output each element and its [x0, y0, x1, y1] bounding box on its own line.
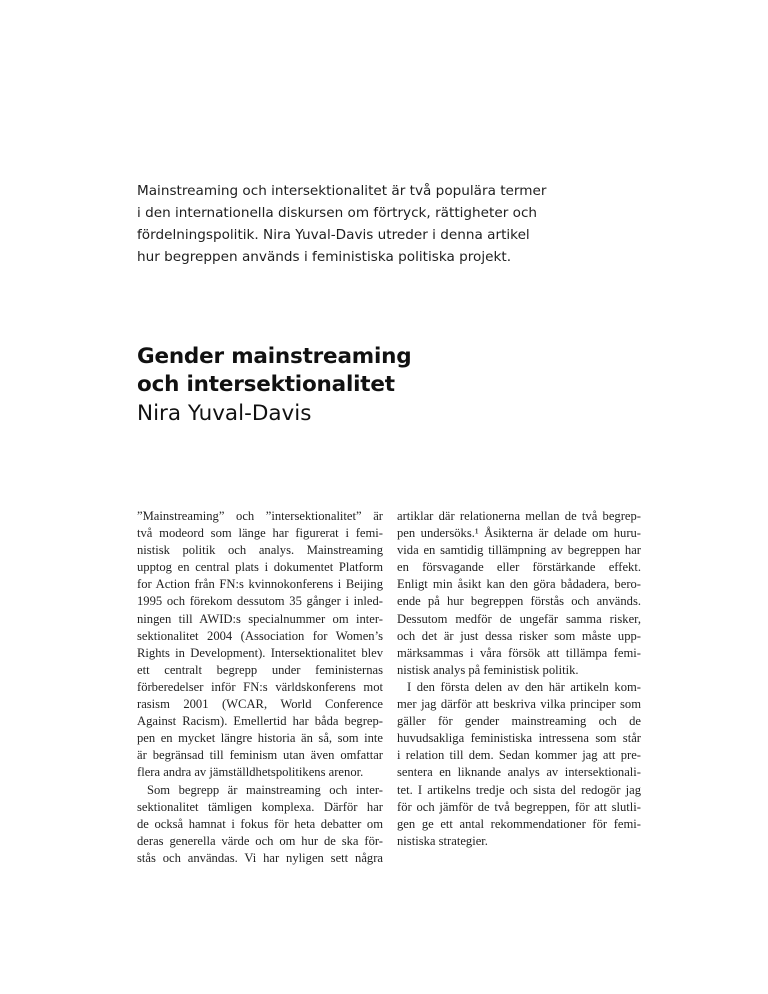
body-line: mer jag därför att beskriva vilka principer som: [397, 697, 641, 712]
body-line: sektionalitet 2004 (Association for Women’s: [137, 628, 383, 643]
lead-line: fördelningspolitik. Nira Yuval-Davis utreder i denna artikel: [137, 227, 530, 243]
body-line: två modeord som länge har figurerat i femi-: [137, 526, 383, 541]
body-line: gen ge ett antal rekommendationer för femi-: [397, 816, 641, 831]
body-line: nistisk politik och analys. Mainstreaming: [137, 543, 383, 558]
body-line: de också hamnat i fokus för heta debatter om: [137, 816, 383, 831]
body-line: är begränsad till feminism utan även omfattar: [137, 748, 383, 763]
body-line: Rights in Development). Intersektionalitet blev: [137, 645, 383, 660]
body-line: vida en samtidig tillämpning av begreppen har: [397, 543, 641, 558]
body-line: huvudsakliga feministiska intressena som står: [397, 731, 641, 746]
article-author: Nira Yuval-Davis: [137, 401, 312, 426]
body-line: för och jämför de två begreppen, för att slutli-: [397, 799, 641, 814]
lead-line: hur begreppen används i feministiska politiska projekt.: [137, 249, 512, 265]
body-line: nistiska strategier.: [397, 833, 488, 848]
body-line: pen en mycket längre historia än så, som inte: [137, 731, 383, 746]
body-line: deras generella värde och om hur de ska för-: [137, 833, 383, 848]
body-line: sentera en liknande analys av intersektionali-: [397, 765, 641, 780]
article-title-line: Gender mainstreaming: [137, 344, 412, 369]
body-line: Against Racism). Emellertid har båda begrep-: [137, 714, 383, 729]
body-line: Som begrepp är mainstreaming och inter-: [147, 782, 383, 797]
body-line: märksammas i våra försök att tillämpa femi-: [397, 645, 641, 660]
body-line: I den första delen av den här artikeln kom-: [407, 679, 641, 694]
body-line: ”Mainstreaming” och ”intersektionalitet” är: [137, 509, 383, 523]
body-line: upptog en central plats i dokumentet Platform: [137, 560, 383, 575]
body-line: ende på hur begreppen förstås och används.: [397, 594, 641, 609]
body-line: stås och användas. Vi har nyligen sett några: [137, 850, 383, 865]
body-line: nistisk analys på feministisk politik.: [397, 662, 579, 677]
body-line: ett centralt begrepp under feministernas: [137, 662, 383, 677]
body-line: flera andra av jämställdhetspolitikens arenor.: [137, 765, 364, 780]
body-column-left: [137, 508, 383, 867]
article-title-line: och intersektionalitet: [137, 372, 395, 397]
body-line: förberedelser inför FN:s världskonferens mot: [137, 679, 383, 694]
body-column-right: [397, 508, 641, 850]
lead-line: i den internationella diskursen om förtryck, rättigheter och: [137, 205, 538, 221]
body-line: for Action från FN:s kvinnokonferens i Beijing: [137, 577, 383, 592]
body-line: rasism 2001 (WCAR, World Conference: [137, 697, 383, 712]
lead-paragraph: [137, 180, 567, 268]
body-line: Enligt min åsikt kan den göra bådadera, bero-: [397, 577, 641, 592]
body-line: Dessutom medför de ungefär samma risker,: [397, 611, 641, 626]
body-line: gäller för gender mainstreaming och de: [397, 714, 641, 729]
body-line: 1995 och förekom dessutom 35 gånger i inled-: [137, 594, 383, 609]
body-line: en försvagande eller förstärkande effekt.: [397, 560, 641, 575]
body-line: pen undersöks.¹ Åsikterna är delade om huru-: [397, 526, 641, 541]
body-line: sektionalitet tämligen komplexa. Därför har: [137, 799, 383, 814]
body-line: i relation till dem. Sedan kommer jag att pre-: [397, 748, 641, 763]
body-line: artiklar där relationerna mellan de två begrep-: [397, 509, 641, 523]
body-line: och det är just dessa risker som måste upp-: [397, 628, 641, 643]
body-line: ningen till AWID:s specialnummer om inter-: [137, 611, 383, 626]
article-title: [137, 343, 557, 399]
body-line: tet. I artikelns tredje och sista del redogör jag: [397, 782, 641, 797]
lead-line: Mainstreaming och intersektionalitet är två populära termer: [137, 183, 547, 199]
